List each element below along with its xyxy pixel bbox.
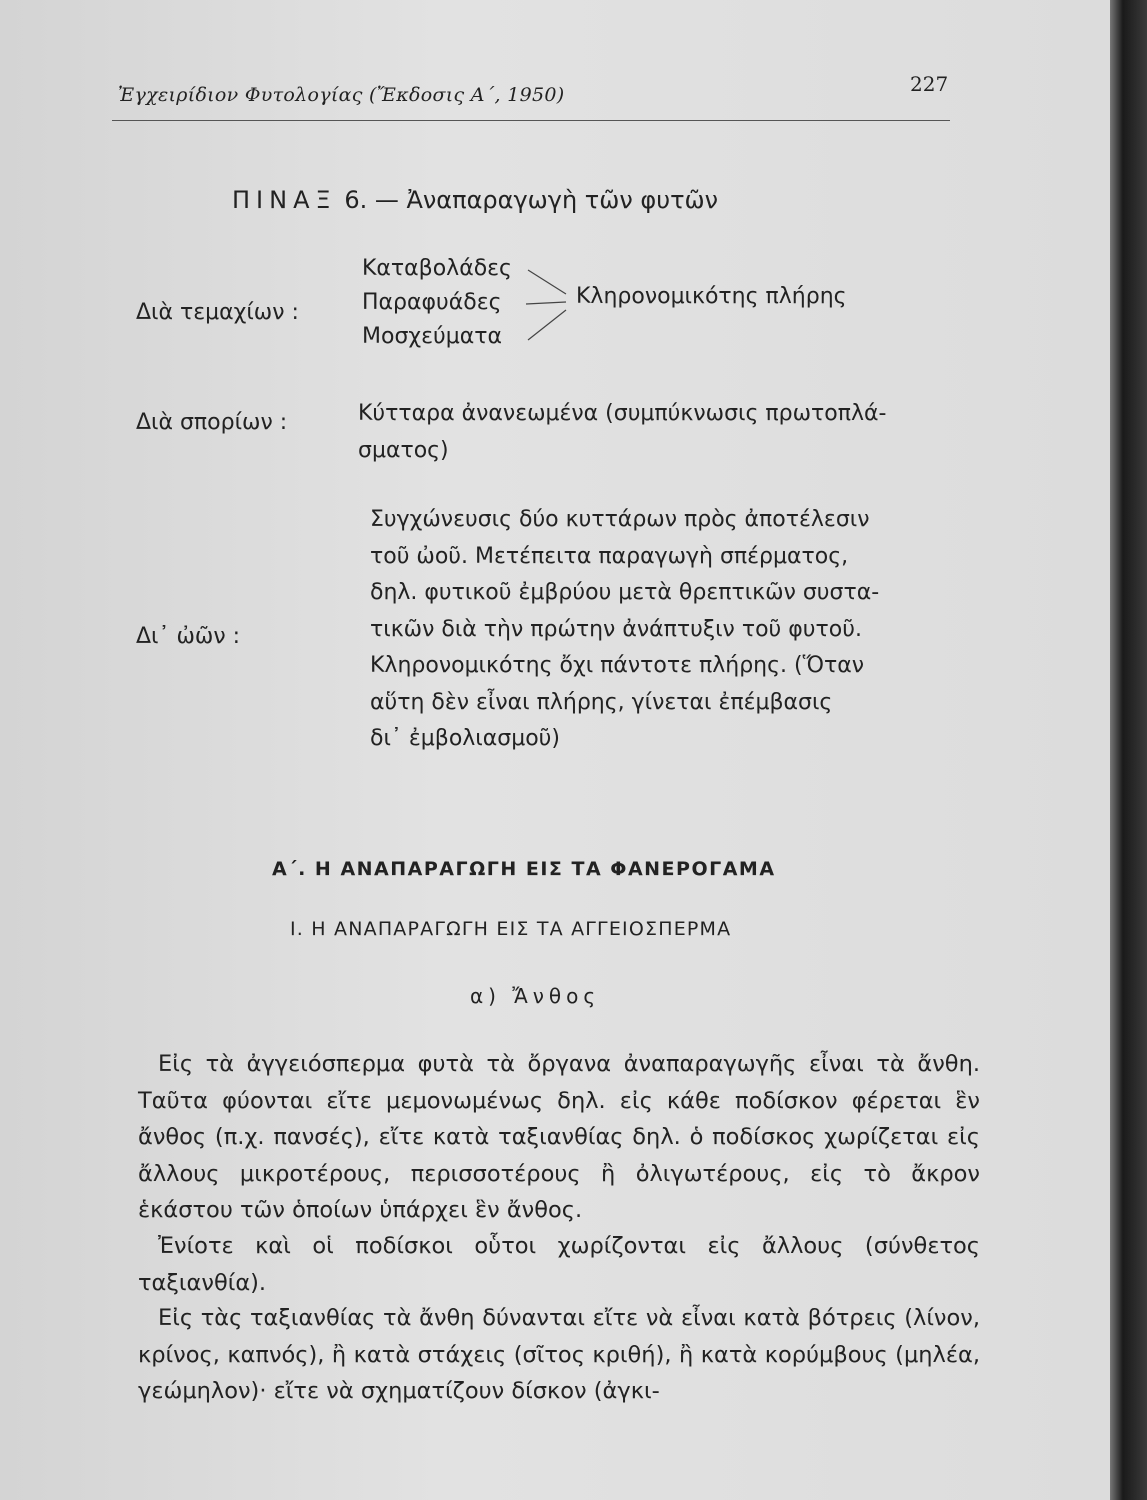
result-heredity-full: Κληρονομικότης πλήρης xyxy=(576,284,847,309)
table-title-rest: 6. — Ἀναπαραγωγὴ τῶν φυτῶν xyxy=(344,186,719,214)
row-label-cuttings: Διὰ τεμαχίων : xyxy=(136,300,299,325)
converging-lines xyxy=(500,256,570,356)
subsubsection-heading: α) Ἄνθος xyxy=(470,984,601,1008)
row-label-spores: Διὰ σπορίων : xyxy=(136,410,288,435)
body-paragraph-3 xyxy=(138,1300,980,1410)
spores-line: σματος) xyxy=(358,437,449,463)
table-title xyxy=(232,186,718,214)
paragraph-text: Ἐνίοτε καὶ οἱ ποδίσκοι οὗτοι χωρίζονται εἰς ἄλλους (σύνθετος ταξιανθία). xyxy=(138,1233,980,1296)
page-number: 227 xyxy=(910,72,949,96)
spores-description xyxy=(358,396,886,469)
item-layering: Καταβολάδες xyxy=(362,256,512,281)
spores-line: Κύτταρα ἀνανεωμένα (συμπύκνωσις πρωτοπλά- xyxy=(358,401,887,426)
eggs-line: τικῶν διὰ τὴν πρώτην ἀνάπτυξιν τοῦ φυτοῦ. xyxy=(370,616,862,642)
eggs-line: αὕτη δὲν εἶναι πλήρης, γίνεται ἐπέμβασις xyxy=(370,689,833,715)
body-paragraph-1 xyxy=(138,1046,980,1229)
eggs-line: τοῦ ὠοῦ. Μετέπειτα παραγωγὴ σπέρματος, xyxy=(370,543,849,569)
header-rule xyxy=(112,120,950,121)
running-head: Ἐγχειρίδιον Φυτολογίας (Ἔκδοσις Α΄, 1950) xyxy=(118,84,565,106)
item-grafts: Μοσχεύματα xyxy=(362,324,502,349)
eggs-line: δηλ. φυτικοῦ ἐμβρύου μετὰ θρεπτικῶν συστα- xyxy=(370,580,880,605)
eggs-description xyxy=(370,502,879,758)
row-label-eggs: Δι᾿ ὠῶν : xyxy=(136,624,241,649)
table-title-prefix: ΠΙΝΑΞ xyxy=(232,186,337,214)
page-binding-edge xyxy=(1110,0,1147,1500)
eggs-line: Συγχώνευσις δύο κυττάρων πρὸς ἀποτέλεσιν xyxy=(370,507,870,532)
eggs-line: δι᾿ ἐμβολιασμοῦ) xyxy=(370,726,560,751)
section-heading: Α΄. Η ΑΝΑΠΑΡΑΓΩΓΗ ΕΙΣ ΤΑ ΦΑΝΕΡΟΓΑΜΑ xyxy=(272,858,776,880)
eggs-line: Κληρονομικότης ὄχι πάντοτε πλήρης. (Ὅταν xyxy=(370,653,864,678)
item-suckers: Παραφυάδες xyxy=(362,290,502,315)
subsection-heading: Ι. Η ΑΝΑΠΑΡΑΓΩΓΗ ΕΙΣ ΤΑ ΑΓΓΕΙΟΣΠΕΡΜΑ xyxy=(290,918,732,940)
body-paragraph-2 xyxy=(138,1228,980,1301)
paragraph-text: Εἰς τὰ ἀγγειόσπερμα φυτὰ τὰ ὄργανα ἀναπαραγωγῆς εἶναι τὰ ἄνθη. Ταῦτα φύονται εἴτε μεμονωμένως δηλ. εἰς κάθε ποδίσκον φέρεται ἓν ἄνθος (π.χ. πανσές), εἴτε κατὰ ταξιανθίας δηλ. ὁ ποδίσκος χωρίζεται εἰς ἄλλους μικροτέρους, περισσοτέρους ἢ ὀλιγωτέρους, εἰς τὸ ἄκρον ἑκάστου τῶν ὁποίων ὑπάρχει ἓν ἄνθος. xyxy=(138,1051,980,1223)
paragraph-text: Εἰς τὰς ταξιανθίας τὰ ἄνθη δύνανται εἴτε νὰ εἶναι κατὰ βότρεις (λίνον, κρίνος, καπνός), ἢ κατὰ στάχεις (σῖτος κριθή), ἢ κατὰ κορύμβους (μηλέα, γεώμηλον)· εἴτε νὰ σχηματίζουν δίσκον (ἀγκι- xyxy=(138,1305,980,1404)
